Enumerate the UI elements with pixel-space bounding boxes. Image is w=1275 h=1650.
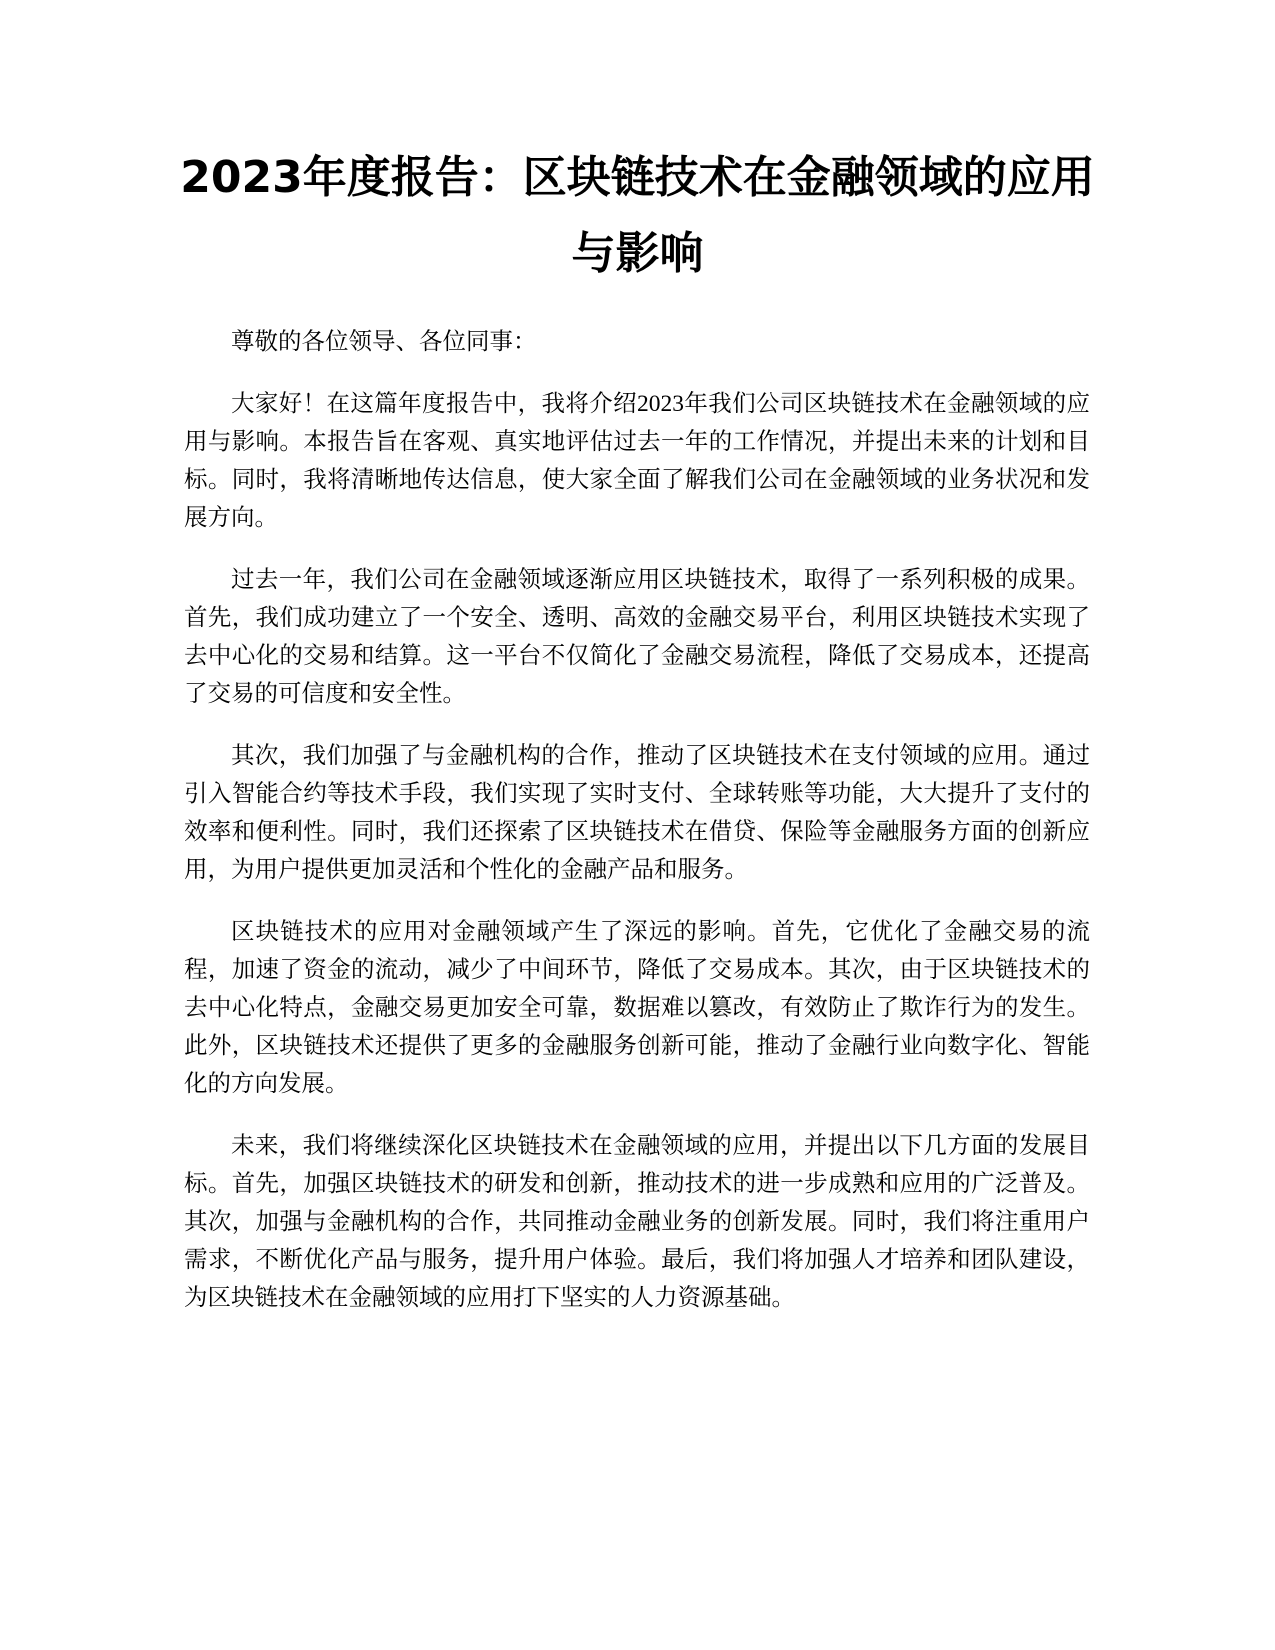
future-goals-paragraph: 未来，我们将继续深化区块链技术在金融领域的应用，并提出以下几方面的发展目标。首先，加强区块链技术的研发和创新，推动技术的进一步成熟和应用的广泛普及。其次，加强与金融机构的合作，共同推动金融业务的创新发展。同时，我们将注重用户需求，不断优化产品与服务，提升用户体验。最后，我们将加强人才培养和团队建设，为区块链技术在金融领域的应用打下坚实的人力资源基础。 xyxy=(184,1133,1090,1311)
salutation-paragraph: 尊敬的各位领导、各位同事： xyxy=(231,329,537,355)
intro-paragraph: 大家好！在这篇年度报告中，我将介绍2023年我们公司区块链技术在金融领域的应用与影响。本报告旨在客观、真实地评估过去一年的工作情况，并提出未来的计划和目标。同时，我将清晰地传达信息，使大家全面了解我们公司在金融领域的业务状况和发展方向。 xyxy=(184,391,1090,531)
achievements-paragraph: 过去一年，我们公司在金融领域逐渐应用区块链技术，取得了一系列积极的成果。首先，我们成功建立了一个安全、透明、高效的金融交易平台，利用区块链技术实现了去中心化的交易和结算。这一平台不仅简化了金融交易流程，降低了交易成本，还提高了交易的可信度和安全性。 xyxy=(184,567,1090,707)
document-body xyxy=(184,323,1090,1341)
impact-paragraph: 区块链技术的应用对金融领域产生了深远的影响。首先，它优化了金融交易的流程，加速了资金的流动，减少了中间环节，降低了交易成本。其次，由于区块链技术的去中心化特点，金融交易更加安全可靠，数据难以篡改，有效防止了欺诈行为的发生。此外，区块链技术还提供了更多的金融服务创新可能，推动了金融行业向数字化、智能化的方向发展。 xyxy=(184,919,1090,1097)
cooperation-paragraph: 其次，我们加强了与金融机构的合作，推动了区块链技术在支付领域的应用。通过引入智能合约等技术手段，我们实现了实时支付、全球转账等功能，大大提升了支付的效率和便利性。同时，我们还探索了区块链技术在借贷、保险等金融服务方面的创新应用，为用户提供更加灵活和个性化的金融产品和服务。 xyxy=(184,743,1090,883)
document-title: 2023年度报告：区块链技术在金融领域的应用与影响 xyxy=(180,152,1095,279)
